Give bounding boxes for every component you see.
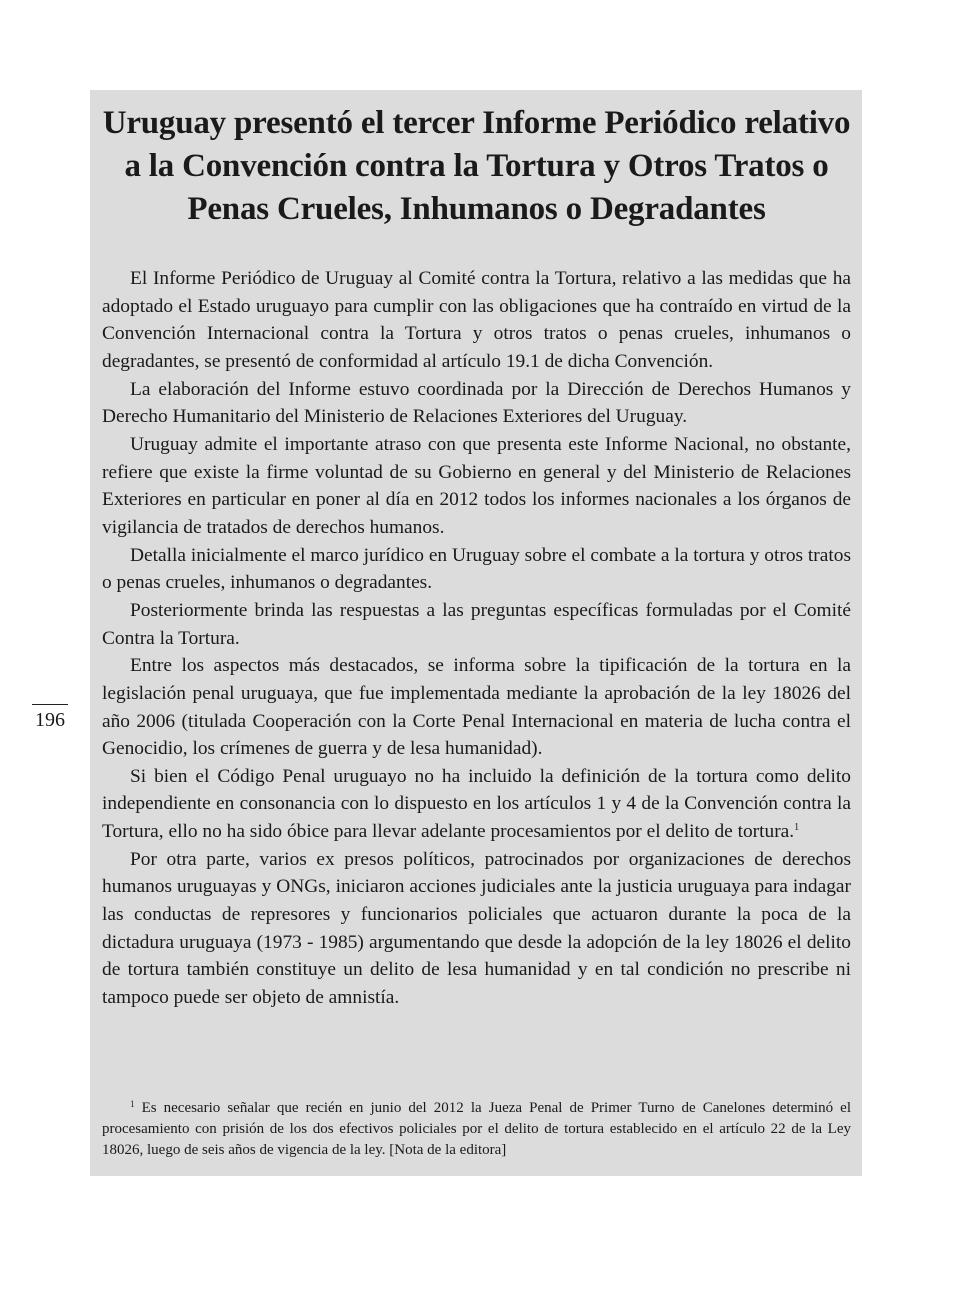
article-body bbox=[102, 265, 851, 1012]
paragraph-6: Entre los aspectos más destacados, se informa sobre la tipificación de la tortura en la legislación penal uruguaya, que fue implementada mediante la aprobación de la ley 18026 del año 2006 (titulada Cooperación con la Corte Penal Internacional en materia de lucha contra el Genocidio, los crímenes de guerra y de lesa humanidad). bbox=[102, 655, 851, 760]
paragraph-7 bbox=[102, 763, 851, 846]
paragraph-4: Detalla inicialmente el marco jurídico en Uruguay sobre el combate a la tortura y otros tratos o penas crueles, inhumanos o degradantes. bbox=[102, 544, 851, 594]
paragraph-5: Posteriormente brinda las respuestas a las preguntas específicas formuladas por el Comité Contra la Tortura. bbox=[102, 599, 851, 649]
footnote-text: Es necesario señalar que recién en junio del 2012 la Jueza Penal de Primer Turno de Canelones determinó el procesamiento con prisión de los dos efectivos policiales por el delito de tortura establecido en el artículo 22 de la Ley 18026, luego de seis años de vigencia de la ley. [Nota de la editora] bbox=[102, 1100, 851, 1158]
footnote-reference[interactable]: 1 bbox=[794, 822, 800, 834]
footnote-marker: 1 bbox=[130, 1099, 135, 1109]
paragraph-3: Uruguay admite el importante atraso con que presenta este Informe Nacional, no obstante, refiere que existe la firme voluntad de su Gobierno en general y del Ministerio de Relaciones Exteriores en particular en poner al día en 2012 todos los informes nacionales a los órganos de vigilancia de tratados de derechos humanos. bbox=[102, 433, 851, 538]
paragraph-2: La elaboración del Informe estuvo coordinada por la Dirección de Derechos Humanos y Derecho Humanitario del Ministerio de Relaciones Exteriores del Uruguay. bbox=[102, 378, 851, 428]
article-box bbox=[90, 90, 862, 1176]
paragraph-7-text: Si bien el Código Penal uruguayo no ha incluido la definición de la tortura como delito independiente en consonancia con lo dispuesto en los artículos 1 y 4 de la Convención contra la Tortura, ello no ha sido óbice para llevar adelante procesamientos por el delito de tortura. bbox=[102, 765, 851, 843]
page-number: 196 bbox=[35, 709, 65, 731]
paragraph-8: Por otra parte, varios ex presos políticos, patrocinados por organizaciones de derechos humanos uruguayas y ONGs, iniciaron acciones judiciales ante la justicia uruguaya para indagar las conductas de represores y funcionarios policiales que actuaron durante la poca de la dictadura uruguaya (1973 - 1985) argumentando que desde la adopción de la ley 18026 el delito de tortura también constituye un delito de lesa humanidad y en tal condición no prescribe ni tampoco puede ser objeto de amnistía. bbox=[102, 848, 851, 1009]
paragraph-1: El Informe Periódico de Uruguay al Comité contra la Tortura, relativo a las medidas que ha adoptado el Estado uruguayo para cumplir con las obligaciones que ha contraído en virtud de la Convención Internacional contra la Tortura y otros tratos o penas crueles, inhumanos o degradantes, se presentó de conformidad al artículo 19.1 de dicha Convención. bbox=[102, 268, 851, 372]
article-title: Uruguay presentó el tercer Informe Periódico relativo a la Convención contra la Tortura y Otros Tratos o Penas Crueles, Inhumanos o Degradantes bbox=[102, 105, 851, 227]
page-number-rule bbox=[32, 704, 68, 705]
footnote bbox=[102, 1098, 851, 1161]
